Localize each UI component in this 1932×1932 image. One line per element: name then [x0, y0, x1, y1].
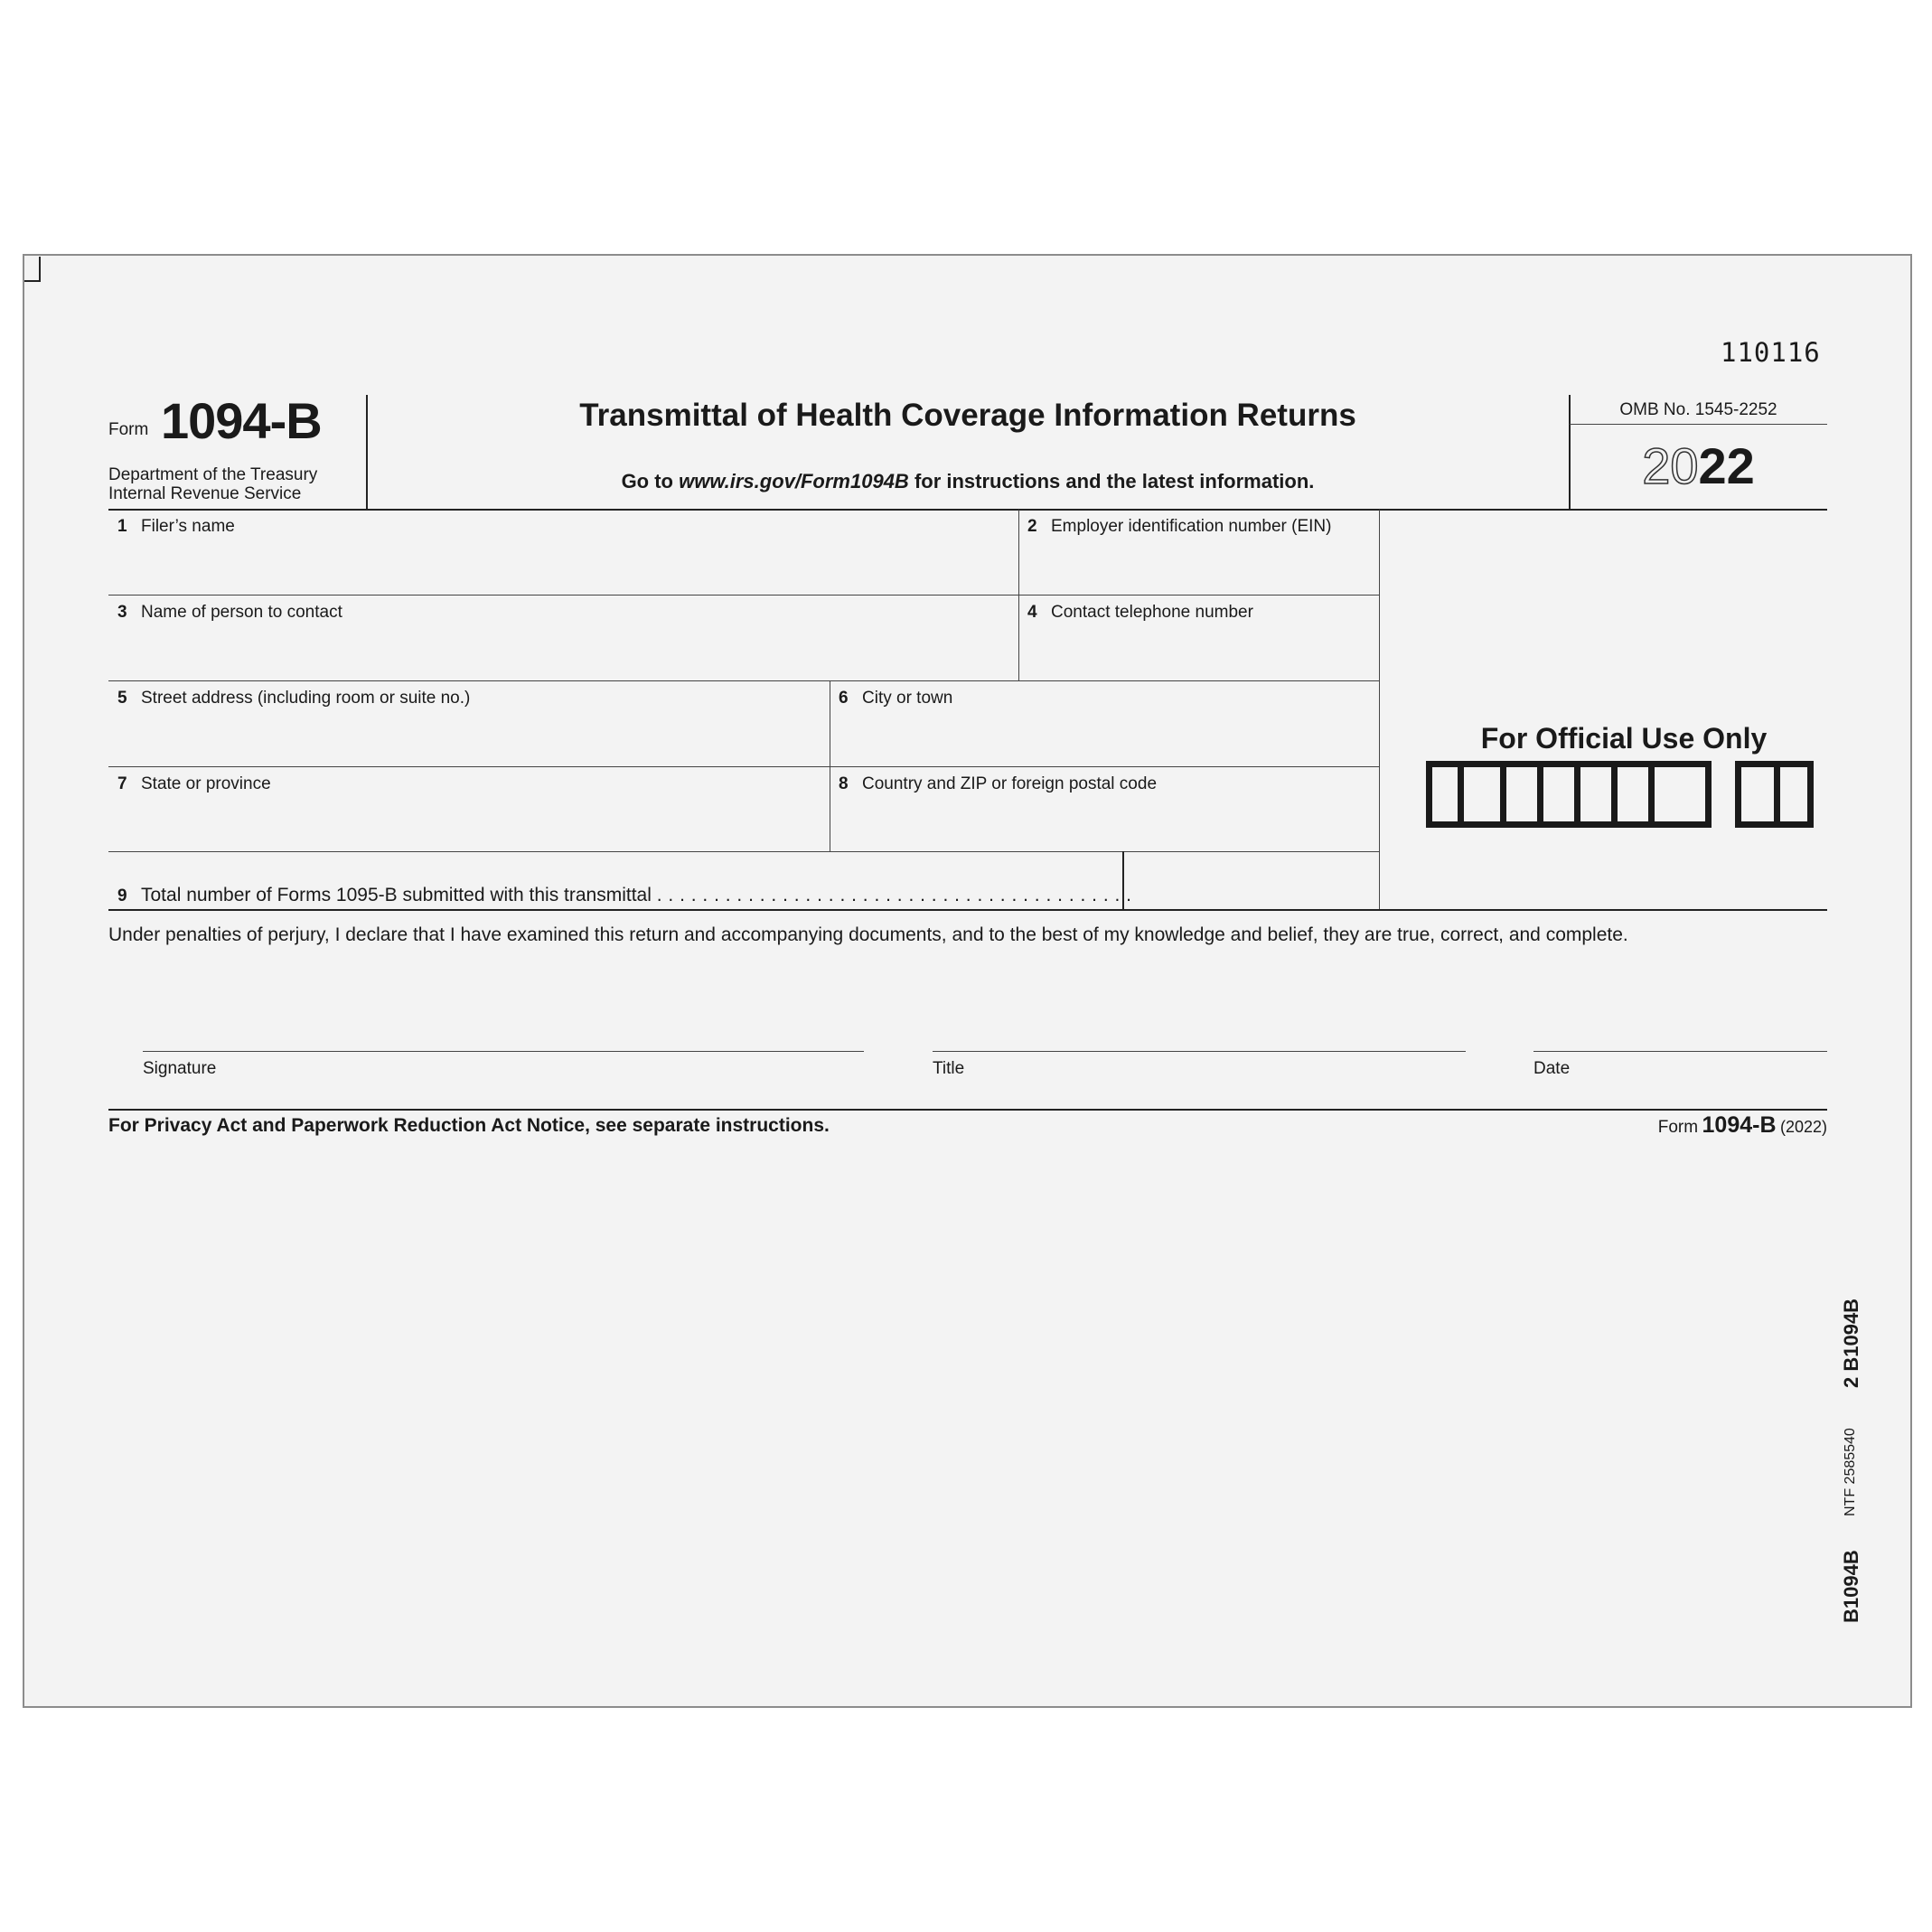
- signature-line: [143, 1051, 864, 1052]
- perjury-statement: Under penalties of perjury, I declare that I have examined this return and accompanying documents, and to the best of my knowledge and belief, they are true, correct, and complete.: [108, 924, 1628, 945]
- form-number: 1094-B: [161, 392, 322, 449]
- instructions-line: [367, 470, 1569, 493]
- field-number: 1: [117, 517, 127, 536]
- field-number: 3: [117, 603, 127, 622]
- field-label: Contact telephone number: [1051, 603, 1253, 622]
- omb-number: OMB No. 1545-2252: [1619, 400, 1777, 419]
- form-word: Form: [108, 420, 149, 439]
- field-filers-name[interactable]: [117, 517, 235, 537]
- footer-rule: [108, 1109, 1827, 1111]
- ocr-box-six: [1458, 761, 1712, 828]
- field-city[interactable]: [839, 689, 952, 708]
- field-label: Total number of Forms 1095-B submitted with this transmittal: [141, 885, 652, 905]
- goto-suffix: for instructions and the latest information.: [908, 470, 1315, 492]
- field-label: City or town: [862, 689, 953, 708]
- field-number: 4: [1027, 603, 1037, 622]
- row-rule-1: [108, 595, 1380, 596]
- field-number: 6: [839, 689, 849, 708]
- footer-form-number: 1094-B: [1702, 1112, 1777, 1138]
- omb-underline: [1570, 424, 1827, 425]
- field-label: Employer identification number (EIN): [1051, 517, 1332, 536]
- footer-form-year: (2022): [1779, 1118, 1827, 1136]
- tax-year: [1570, 436, 1827, 495]
- field-state[interactable]: [117, 774, 271, 794]
- field-contact-phone[interactable]: [1027, 603, 1253, 623]
- date-input[interactable]: [1533, 994, 1827, 1050]
- row-rule-5: [108, 909, 1827, 911]
- row-rule-3: [108, 766, 1380, 767]
- field-number: 9: [117, 886, 127, 905]
- field-number: 2: [1027, 517, 1037, 536]
- title-input[interactable]: [933, 994, 1466, 1050]
- footer-form-id: [1658, 1112, 1827, 1139]
- total-forms-input[interactable]: [1124, 852, 1379, 908]
- privacy-notice: For Privacy Act and Paperwork Reduction Act Notice, see separate instructions.: [108, 1115, 830, 1136]
- title-line: [933, 1051, 1466, 1052]
- side-code-top: 2 B1094B: [1840, 1298, 1862, 1388]
- tax-year-bold: 22: [1698, 437, 1755, 494]
- date-label: Date: [1533, 1059, 1571, 1078]
- field-label: Name of person to contact: [141, 603, 342, 622]
- leader-dots: . . . . . . . . . . . . . . . . . . . . . . . . . . . . . . . . . . . . . . . . . .: [656, 885, 1132, 905]
- col-rule-official: [1379, 510, 1380, 909]
- field-label: Filer’s name: [141, 517, 235, 536]
- field-label: State or province: [141, 774, 271, 793]
- field-label: Country and ZIP or foreign postal code: [862, 774, 1158, 793]
- date-line: [1533, 1051, 1827, 1052]
- field-number: 8: [839, 774, 849, 793]
- side-code-bottom: B1094B: [1840, 1550, 1862, 1623]
- department-line1: Department of the Treasury: [108, 465, 318, 484]
- side-code-middle: NTF 2585540: [1843, 1428, 1858, 1516]
- goto-prefix: Go to: [621, 470, 680, 492]
- field-total-forms[interactable]: [117, 885, 1132, 906]
- header-rule: [108, 509, 1827, 511]
- corner-mark: [24, 257, 41, 282]
- field-number: 7: [117, 774, 127, 793]
- signature-input[interactable]: [143, 994, 864, 1050]
- field-number: 5: [117, 689, 127, 708]
- ocr-box-two: [1735, 761, 1814, 828]
- title-label: Title: [933, 1059, 965, 1078]
- department-line2: Internal Revenue Service: [108, 484, 302, 503]
- field-street-address[interactable]: [117, 689, 470, 708]
- col-rule-ein: [1018, 510, 1019, 680]
- footer-form-word: Form: [1657, 1118, 1699, 1137]
- irs-link[interactable]: www.irs.gov/Form1094B: [679, 470, 909, 492]
- form-title: Transmittal of Health Coverage Information Returns: [579, 398, 1356, 433]
- field-contact-name[interactable]: [117, 603, 342, 623]
- signature-label: Signature: [143, 1059, 217, 1078]
- form-code: 110116: [1721, 337, 1821, 368]
- row-rule-2: [108, 680, 1380, 681]
- official-use-label: For Official Use Only: [1480, 722, 1768, 755]
- field-country-zip[interactable]: [839, 774, 1157, 794]
- tax-year-outline: 20: [1642, 437, 1699, 494]
- field-ein[interactable]: [1027, 517, 1331, 537]
- field-label: Street address (including room or suite no.): [141, 689, 471, 708]
